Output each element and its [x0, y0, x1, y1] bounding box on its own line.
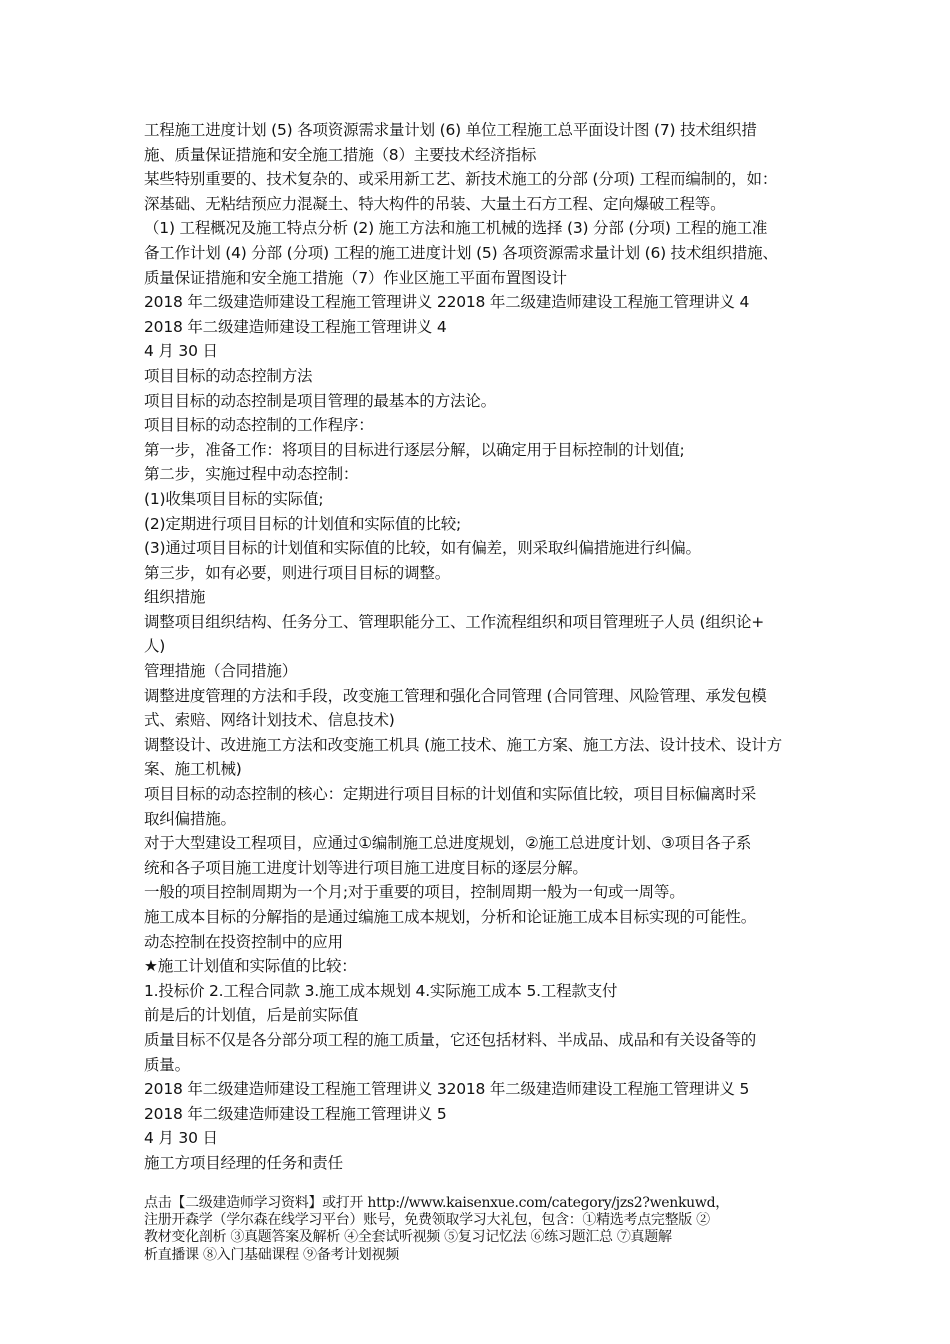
- text-line: 质量。: [144, 1055, 190, 1074]
- text-line: 深基础、无粘结预应力混凝土、特大构件的吊装、大量土石方工程、定向爆破工程等。: [144, 194, 726, 213]
- text-line: 一般的项目控制周期为一个月;对于重要的项目，控制周期一般为一旬或一周等。: [144, 883, 685, 902]
- footer-line: 点击【二级建造师学习资料】或打开 http://www.kaisenxue.com/category/jzs2?wenkuwd，: [144, 1195, 729, 1211]
- text-line: 4 月 30 日: [144, 1129, 218, 1148]
- text-line: 统和各子项目施工进度计划等进行项目施工进度目标的逐层分解。: [144, 858, 588, 877]
- footer-line: 析直播课 ⑧入门基础课程 ⑨备考计划视频: [144, 1246, 399, 1263]
- text-line: 调整项目组织结构、任务分工、管理职能分工、工作流程组织和项目管理班子人员 (组织论+: [144, 612, 765, 631]
- text-line: 质量目标不仅是各分部分项工程的施工质量，它还包括材料、半成品、成品和有关设备等的: [144, 1030, 757, 1049]
- footer-line: 注册开森学（学尔森在线学习平台）账号，免费领取学习大礼包，包含：①精选考点完整版 ②: [144, 1212, 710, 1229]
- text-line: (1)收集项目目标的实际值;: [144, 489, 324, 508]
- text-line: 式、索赔、网络计划技术、信息技术): [144, 711, 395, 730]
- text-line: 对于大型建设工程项目，应通过①编制施工总进度规划，②施工总进度计划、③项目各子系: [144, 834, 752, 853]
- text-line: 项目目标的动态控制的工作程序：: [144, 416, 374, 435]
- text-line: 施工方项目经理的任务和责任: [144, 1153, 343, 1172]
- text-line: ★施工计划值和实际值的比较：: [144, 957, 357, 976]
- text-line: 2018 年二级建造师建设工程施工管理讲义 32018 年二级建造师建设工程施工管理讲义 5: [144, 1080, 750, 1099]
- text-line: 施工成本目标的分解指的是通过编施工成本规划，分析和论证施工成本目标实现的可能性。: [144, 908, 757, 926]
- text-line: 组织措施: [144, 588, 206, 607]
- text-line: 2018 年二级建造师建设工程施工管理讲义 22018 年二级建造师建设工程施工管理讲义 4: [144, 293, 750, 312]
- text-line: 案、施工机械): [144, 760, 242, 779]
- promo-footer: [144, 1195, 816, 1264]
- text-line: 2018 年二级建造师建设工程施工管理讲义 4: [144, 317, 447, 336]
- text-line: 调整进度管理的方法和手段，改变施工管理和强化合同管理 (合同管理、风险管理、承发包模: [144, 686, 767, 705]
- text-line: 项目目标的动态控制是项目管理的最基本的方法论。: [144, 391, 496, 410]
- text-line: 动态控制在投资控制中的应用: [144, 932, 343, 951]
- text-line: 质量保证措施和安全施工措施（7）作业区施工平面布置图设计: [144, 268, 567, 287]
- text-line: 施、质量保证措施和安全施工措施（8）主要技术经济指标: [144, 145, 537, 164]
- footer-line: 教材变化剖析 ③真题答案及解析 ④全套试听视频 ⑤复习记忆法 ⑥练习题汇总 ⑦真题解: [144, 1229, 672, 1246]
- text-line: 4 月 30 日: [144, 342, 218, 361]
- text-line: 第一步，准备工作：将项目的目标进行逐层分解，以确定用于目标控制的计划值;: [144, 440, 685, 459]
- text-line: 管理措施（合同措施）: [144, 662, 298, 681]
- text-line: 取纠偏措施。: [144, 809, 236, 828]
- text-line: 某些特别重要的、技术复杂的、或采用新工艺、新技术施工的分部 (分项) 工程而编制的，如：: [144, 170, 778, 189]
- document-body: [144, 118, 816, 1176]
- text-line: 前是后的计划值，后是前实际值: [144, 1006, 359, 1025]
- text-line: 第三步，如有必要，则进行项目目标的调整。: [144, 563, 451, 582]
- text-line: （1) 工程概况及施工特点分析 (2) 施工方法和施工机械的选择 (3) 分部 (分项) 工程的施工准: [144, 219, 768, 238]
- text-line: 1.投标价 2.工程合同款 3.施工成本规划 4.实际施工成本 5.工程款支付: [144, 981, 618, 1000]
- text-line: 项目目标的动态控制的核心：定期进行项目目标的计划值和实际值比较，项目目标偏离时采: [144, 785, 757, 804]
- text-line: (3)通过项目目标的计划值和实际值的比较，如有偏差，则采取纠偏措施进行纠偏。: [144, 539, 701, 558]
- text-line: 2018 年二级建造师建设工程施工管理讲义 5: [144, 1104, 447, 1123]
- text-line: 第二步，实施过程中动态控制：: [144, 465, 359, 484]
- text-line: 项目目标的动态控制方法: [144, 366, 313, 385]
- text-line: 工程施工进度计划 (5) 各项资源需求量计划 (6) 单位工程施工总平面设计图 (7) 技术组织措: [144, 121, 757, 139]
- text-line: (2)定期进行项目目标的计划值和实际值的比较;: [144, 514, 462, 533]
- text-line: 人): [144, 637, 166, 656]
- text-line: 备工作计划 (4) 分部 (分项) 工程的施工进度计划 (5) 各项资源需求量计划 (6) 技术组织措施、: [144, 243, 778, 262]
- text-line: 调整设计、改进施工方法和改变施工机具 (施工技术、施工方案、施工方法、设计技术、设计方: [144, 735, 782, 754]
